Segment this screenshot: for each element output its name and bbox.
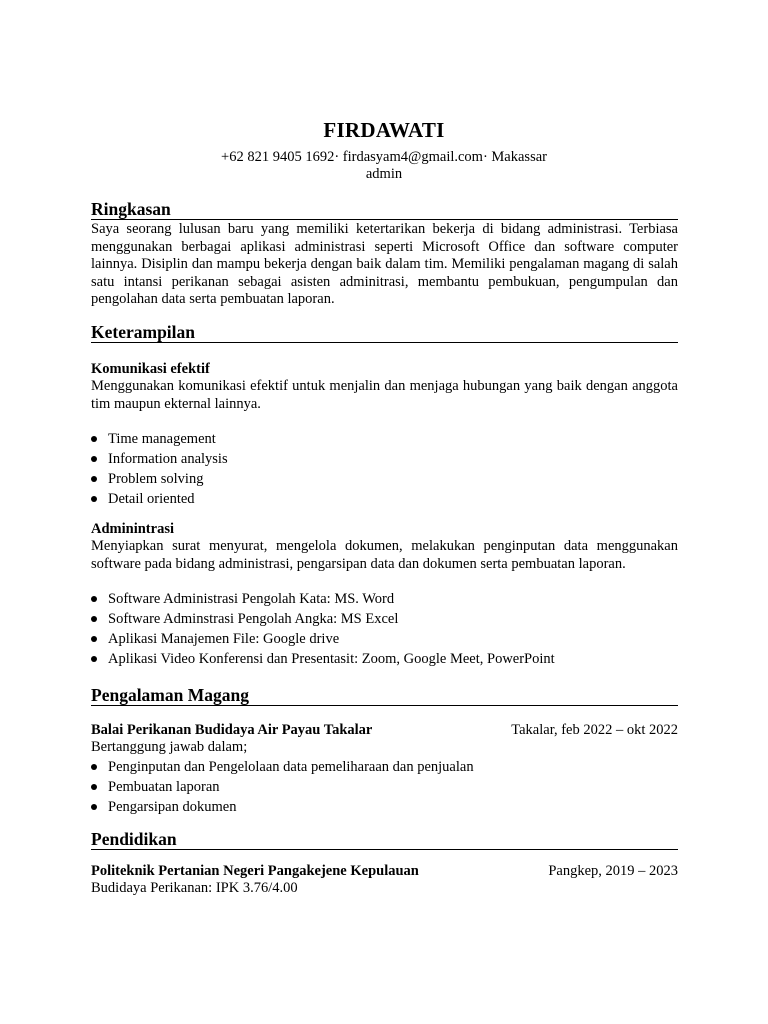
skill-group-title: Adminintrasi (91, 521, 174, 537)
experience-list (91, 757, 678, 817)
role-line: admin (365, 166, 403, 182)
summary-text: Saya seorang lulusan baru yang memiliki ketertarikan bekerja di bidang administrasi. Terbiasa menggunakan berbagai aplikasi administrasi seperti Microsoft Office dan software computer lainnya. Disiplin dan mampu bekerja dengan baik dalam tim. Memiliki pengalaman magang di salah satu intansi perikanan sebagai asisten adminitrasi, membantu pembukuan, pengumpulan dan pengolahan data serta pembuatan laporan. (91, 221, 678, 307)
list-item: Time management (91, 429, 678, 449)
list-item: Software Administrasi Pengolah Kata: MS. Word (91, 589, 678, 609)
skill-group-text: Menyiapkan surat menyurat, mengelola dokumen, melakukan penginputan data menggunakan software pada bidang administrasi, pengarsipan data dan dokumen serta pembuatan laporan. (91, 538, 678, 572)
experience-intro: Bertanggung jawab dalam; (91, 739, 248, 755)
section-title: Pengalaman Magang (91, 685, 678, 706)
bullet-icon (91, 456, 97, 462)
list-item: Software Adminstrasi Pengolah Angka: MS Excel (91, 609, 678, 629)
bullet-icon (91, 784, 97, 790)
section-title: Pendidikan (91, 829, 678, 850)
organization-name: Balai Perikanan Budidaya Air Payau Takalar (91, 722, 373, 738)
bullet-icon (91, 616, 97, 622)
section-title: Ringkasan (91, 199, 678, 220)
section-title: Keterampilan (91, 322, 678, 343)
list-item: Pembuatan laporan (91, 777, 678, 797)
contact-line: +62 821 9405 1692· firdasyam4@gmail.com· Makassar (221, 149, 547, 165)
section-ringkasan (91, 199, 678, 309)
bullet-icon (91, 804, 97, 810)
candidate-name: FIRDAWATI (323, 118, 445, 142)
list-item: Information analysis (91, 449, 678, 469)
bullet-icon (91, 596, 97, 602)
list-item: Aplikasi Video Konferensi dan Presentasit: Zoom, Google Meet, PowerPoint (91, 649, 678, 669)
bullet-icon (91, 764, 97, 770)
skill-group-title: Komunikasi efektif (91, 361, 210, 377)
list-item: Problem solving (91, 469, 678, 489)
contact-block (0, 149, 768, 183)
education-period: Pangkep, 2019 – 2023 (548, 863, 678, 879)
list-item: Detail oriented (91, 489, 678, 509)
bullet-icon (91, 436, 97, 442)
bullet-icon (91, 656, 97, 662)
bullet-icon (91, 496, 97, 502)
education-row (91, 863, 678, 880)
section-magang (91, 685, 678, 817)
experience-row (91, 722, 678, 739)
bullet-icon (91, 476, 97, 482)
list-item: Penginputan dan Pengelolaan data pemeliharaan dan penjualan (91, 757, 678, 777)
skill-list (91, 429, 678, 509)
list-item: Aplikasi Manajemen File: Google drive (91, 629, 678, 649)
experience-period: Takalar, feb 2022 – okt 2022 (511, 722, 678, 738)
list-item: Pengarsipan dokumen (91, 797, 678, 817)
skill-list (91, 589, 678, 669)
section-keterampilan (91, 322, 678, 669)
education-detail: Budidaya Perikanan: IPK 3.76/4.00 (91, 880, 298, 896)
skill-group-text: Menggunakan komunikasi efektif untuk menjalin dan menjaga hubungan yang baik dengan anggota tim maupun ekternal lainnya. (91, 378, 678, 412)
school-name: Politeknik Pertanian Negeri Pangakejene Kepulauan (91, 863, 419, 879)
section-pendidikan (91, 829, 678, 898)
bullet-icon (91, 636, 97, 642)
